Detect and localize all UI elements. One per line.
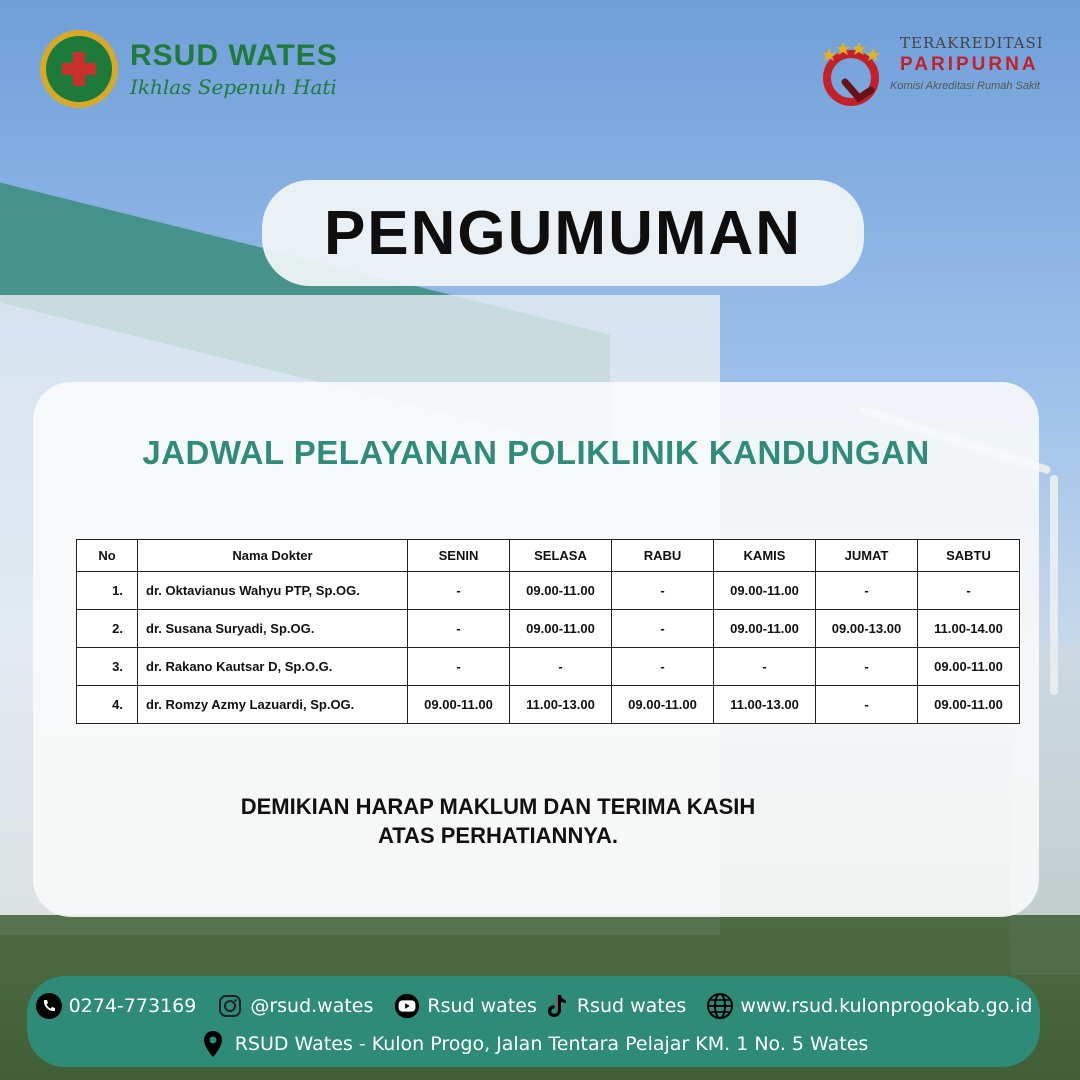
table-row — [77, 686, 1020, 724]
cell-senin: - — [408, 610, 510, 648]
closing-message — [33, 792, 963, 850]
street-lamp-post — [1050, 475, 1058, 695]
title-pill — [262, 180, 864, 286]
cell-jumat: - — [816, 572, 918, 610]
brand-title: RSUD WATES — [130, 39, 338, 72]
cell-kamis: - — [714, 648, 816, 686]
contact-row — [27, 992, 1040, 1020]
cell-senin: - — [408, 648, 510, 686]
schedule-card — [33, 382, 1039, 917]
cell-sabtu: 09.00-11.00 — [918, 686, 1020, 724]
accreditation-line1: TERAKREDITASI — [900, 34, 1044, 52]
cell-no: 4. — [77, 686, 138, 724]
cell-no: 1. — [77, 572, 138, 610]
cell-doctor: dr. Oktavianus Wahyu PTP, Sp.OG. — [138, 572, 408, 610]
cell-jumat: - — [816, 648, 918, 686]
cell-jumat: - — [816, 686, 918, 724]
brand-text — [130, 41, 338, 97]
table-header-row — [77, 540, 1020, 572]
column-header-selasa: SELASA — [510, 540, 612, 572]
closing-line2: ATAS PERHATIANNYA. — [378, 823, 618, 848]
hospital-emblem-icon — [40, 30, 118, 108]
cell-no: 2. — [77, 610, 138, 648]
brand-tagline: Ikhlas Sepenuh Hati — [130, 75, 337, 99]
tiktok-icon — [543, 992, 571, 1020]
rsud-wates-logo — [40, 30, 338, 108]
youtube-icon — [393, 992, 421, 1020]
cell-kamis: 11.00-13.00 — [714, 686, 816, 724]
cell-sabtu: - — [918, 572, 1020, 610]
column-header-jumat: JUMAT — [816, 540, 918, 572]
location-pin-icon — [199, 1030, 227, 1058]
cell-doctor: dr. Susana Suryadi, Sp.OG. — [138, 610, 408, 648]
accreditation-mark-icon — [815, 38, 885, 108]
cell-doctor: dr. Rakano Kautsar D, Sp.O.G. — [138, 648, 408, 686]
cell-sabtu: 11.00-14.00 — [918, 610, 1020, 648]
column-header-rabu: RABU — [612, 540, 714, 572]
contact-footer — [27, 976, 1040, 1067]
cell-rabu: 09.00-11.00 — [612, 686, 714, 724]
column-header-senin: SENIN — [408, 540, 510, 572]
phone-icon — [35, 992, 63, 1020]
cell-kamis: 09.00-11.00 — [714, 610, 816, 648]
cell-selasa: 09.00-11.00 — [510, 610, 612, 648]
cell-senin: - — [408, 572, 510, 610]
globe-icon — [706, 992, 734, 1020]
cell-rabu: - — [612, 572, 714, 610]
cell-senin: 09.00-11.00 — [408, 686, 510, 724]
table-row — [77, 648, 1020, 686]
address-text: RSUD Wates - Kulon Progo, Jalan Tentara Pelajar KM. 1 No. 5 Wates — [234, 1033, 869, 1055]
cell-kamis: 09.00-11.00 — [714, 572, 816, 610]
schedule-table — [76, 539, 1020, 724]
schedule-heading: JADWAL PELAYANAN POLIKLINIK KANDUNGAN — [142, 434, 930, 471]
accreditation-line3: Komisi Akreditasi Rumah Sakit — [890, 80, 1040, 92]
accreditation-logo — [815, 28, 1045, 108]
column-header-no: No — [77, 540, 138, 572]
column-header-sabtu: SABTU — [918, 540, 1020, 572]
table-row — [77, 572, 1020, 610]
website-link[interactable]: www.rsud.kulonprogokab.go.id — [740, 995, 1033, 1017]
address-row — [27, 1030, 1040, 1058]
cell-jumat: 09.00-13.00 — [816, 610, 918, 648]
phone-number[interactable]: 0274-773169 — [68, 995, 197, 1017]
table-row — [77, 610, 1020, 648]
instagram-icon — [216, 992, 244, 1020]
cell-selasa: 09.00-11.00 — [510, 572, 612, 610]
cell-no: 3. — [77, 648, 138, 686]
instagram-handle[interactable]: @rsud.wates — [250, 995, 374, 1017]
cell-rabu: - — [612, 648, 714, 686]
youtube-channel[interactable]: Rsud wates — [427, 995, 537, 1017]
page-title: PENGUMUMAN — [323, 198, 803, 268]
closing-line1: DEMIKIAN HARAP MAKLUM DAN TERIMA KASIH — [240, 794, 756, 819]
cell-sabtu: 09.00-11.00 — [918, 648, 1020, 686]
accreditation-line2: PARIPURNA — [900, 54, 1039, 75]
column-header-kamis: KAMIS — [714, 540, 816, 572]
cell-selasa: - — [510, 648, 612, 686]
cell-selasa: 11.00-13.00 — [510, 686, 612, 724]
cell-doctor: dr. Romzy Azmy Lazuardi, Sp.OG. — [138, 686, 408, 724]
column-header-doctor: Nama Dokter — [138, 540, 408, 572]
tiktok-account[interactable]: Rsud wates — [576, 995, 687, 1017]
cell-rabu: - — [612, 610, 714, 648]
